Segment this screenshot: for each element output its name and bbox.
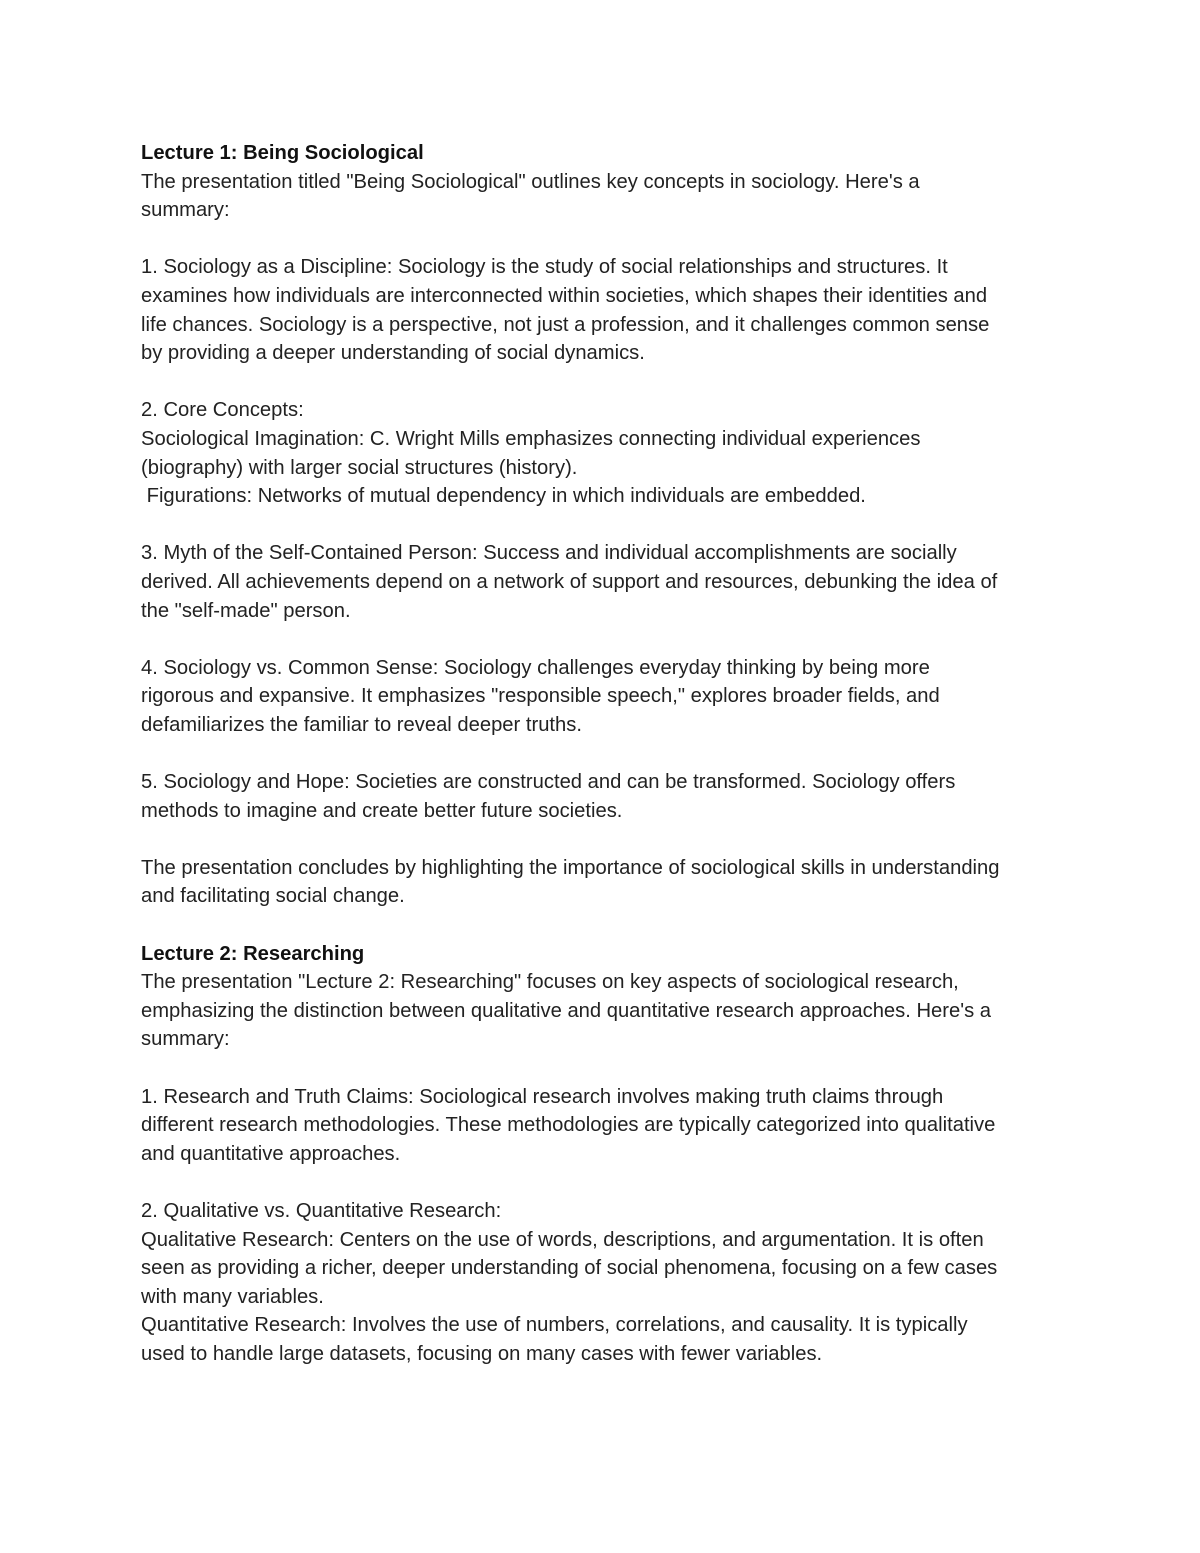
spacer (141, 1168, 1071, 1197)
lecture-1-section (141, 139, 1071, 940)
paragraph-line: (biography) with larger social structures (history). (141, 456, 578, 479)
paragraph-line: 2. Qualitative vs. Quantitative Research: (141, 1199, 502, 1222)
lecture-1-point-4 (141, 654, 1071, 740)
lecture-2-intro (141, 968, 1071, 1054)
paragraph-line: and facilitating social change. (141, 885, 405, 908)
paragraph-line: 2. Core Concepts: (141, 399, 304, 422)
paragraph-line: emphasizing the distinction between qualitative and quantitative research approaches. Here's a (141, 999, 992, 1022)
paragraph-line: the "self-made" person. (141, 599, 351, 622)
paragraph-line: The presentation "Lecture 2: Researching" focuses on key aspects of sociological research, (141, 971, 959, 994)
paragraph-line: Sociological Imagination: C. Wright Mills emphasizes connecting individual experiences (141, 427, 921, 450)
paragraph-line: examines how individuals are interconnected within societies, which shapes their identities and (141, 284, 988, 307)
paragraph-line: with many variables. (141, 1285, 324, 1308)
lecture-1-intro (141, 168, 1071, 225)
paragraph-line: methods to imagine and create better future societies. (141, 799, 623, 822)
document-page (141, 139, 1071, 1369)
paragraph-line: Quantitative Research: Involves the use of numbers, correlations, and causality. It is typically (141, 1314, 968, 1337)
paragraph-line: different research methodologies. These methodologies are typically categorized into qualitative (141, 1114, 996, 1137)
paragraph-line: 5. Sociology and Hope: Societies are constructed and can be transformed. Sociology offers (141, 771, 956, 794)
spacer (141, 225, 1071, 254)
spacer (141, 739, 1071, 768)
paragraph-line: The presentation titled "Being Sociological" outlines key concepts in sociology. Here's a (141, 170, 920, 193)
lecture-1-point-3 (141, 539, 1071, 625)
paragraph-line: summary: (141, 199, 230, 222)
paragraph-line: 1. Sociology as a Discipline: Sociology is the study of social relationships and structures. It (141, 256, 948, 279)
lecture-2-point-1 (141, 1083, 1071, 1169)
paragraph-line: 3. Myth of the Self-Contained Person: Success and individual accomplishments are socially (141, 542, 957, 565)
paragraph-line: summary: (141, 1028, 230, 1051)
paragraph-line: rigorous and expansive. It emphasizes "responsible speech," explores broader fields, and (141, 685, 940, 708)
lecture-2-section (141, 940, 1071, 1369)
lecture-1-point-2 (141, 396, 1071, 510)
spacer (141, 625, 1071, 654)
spacer (141, 511, 1071, 540)
lecture-1-point-1 (141, 253, 1071, 367)
spacer (141, 368, 1071, 397)
paragraph-line: seen as providing a richer, deeper understanding of social phenomena, focusing on a few cases (141, 1257, 998, 1280)
paragraph-line: Qualitative Research: Centers on the use of words, descriptions, and argumentation. It is often (141, 1228, 984, 1251)
paragraph-line: and quantitative approaches. (141, 1142, 401, 1165)
paragraph-line: 1. Research and Truth Claims: Sociological research involves making truth claims through (141, 1085, 944, 1108)
lecture-2-heading: Lecture 2: Researching (141, 942, 365, 965)
spacer (141, 825, 1071, 854)
paragraph-line: defamiliarizes the familiar to reveal deeper truths. (141, 713, 582, 736)
spacer (141, 1054, 1071, 1083)
spacer (141, 911, 1071, 940)
lecture-1-conclusion (141, 854, 1071, 911)
paragraph-line: derived. All achievements depend on a network of support and resources, debunking the idea of (141, 570, 998, 593)
paragraph-line: by providing a deeper understanding of social dynamics. (141, 342, 645, 365)
lecture-1-heading: Lecture 1: Being Sociological (141, 142, 424, 164)
paragraph-line: The presentation concludes by highlighting the importance of sociological skills in understanding (141, 856, 1000, 879)
paragraph-line: life chances. Sociology is a perspective, not just a profession, and it challenges common sense (141, 313, 990, 336)
paragraph-line: 4. Sociology vs. Common Sense: Sociology challenges everyday thinking by being more (141, 656, 930, 679)
paragraph-line: used to handle large datasets, focusing on many cases with fewer variables. (141, 1342, 823, 1365)
lecture-1-point-5 (141, 768, 1071, 825)
lecture-2-point-2 (141, 1197, 1071, 1369)
paragraph-line: Figurations: Networks of mutual dependency in which individuals are embedded. (141, 485, 866, 508)
